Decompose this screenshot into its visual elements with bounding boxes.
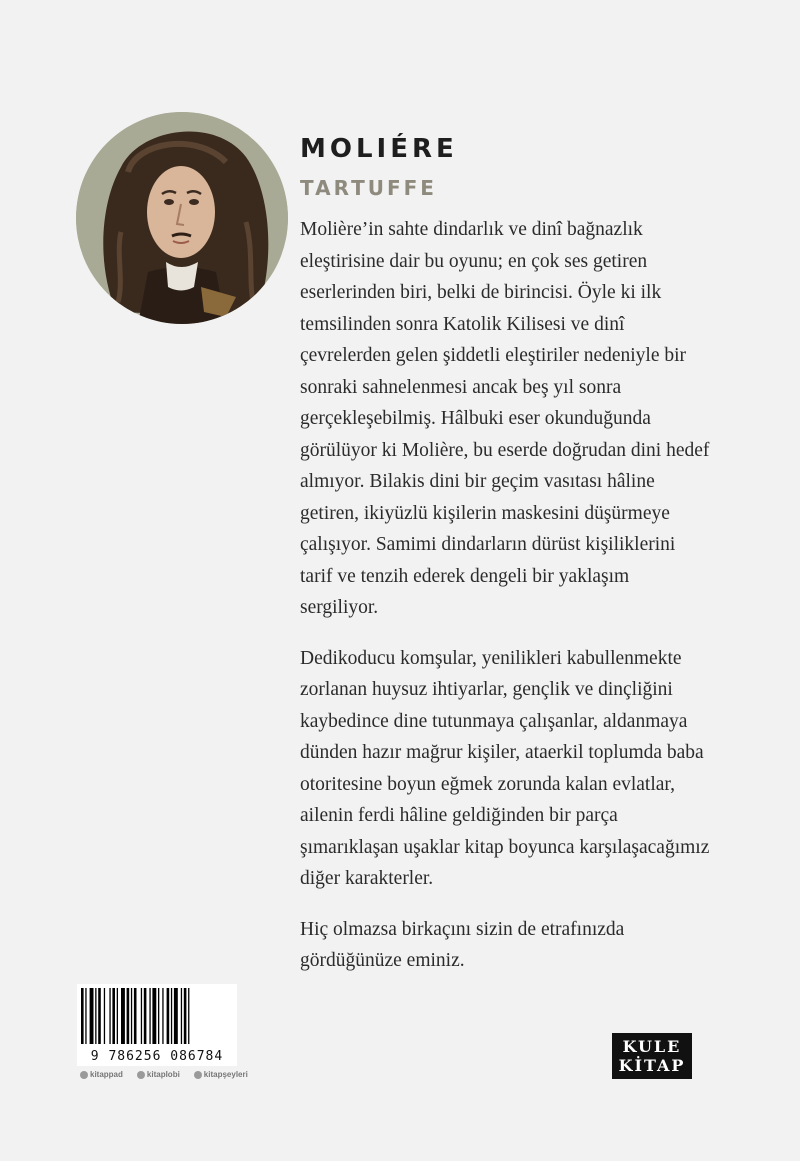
book-title: TARTUFFE: [300, 176, 437, 200]
blurb-paragraph: Hiç olmazsa birkaçını sizin de etrafınızda gördüğünüze eminiz.: [300, 918, 625, 971]
retailer-logos: [80, 1070, 248, 1079]
publisher-logo: [612, 1033, 692, 1079]
isbn-number: 9 786256 086784: [90, 1049, 224, 1064]
isbn-barcode: [77, 984, 237, 1066]
back-cover-blurb: [300, 214, 710, 996]
blurb-paragraph: Dedikoducu komşular, yenilikleri kabullenmekte zorlanan huysuz ihtiyarlar, gençlik ve dinçliğini kaybedince dine tutunmaya çalışanlar, aldanmaya dünden hazır mağrur kişiler, ataerkil toplumda baba otoritesine boyun eğmek zorunda kalan evlatlar, ailenin ferdi hâline geldiğinden bir parça şımarıklaşan uşaklar kitap boyunca karşılaşacağımız diğer karakterler.: [300, 647, 710, 889]
retailer-logo: [137, 1070, 180, 1079]
retailer-name: kitappad: [90, 1070, 123, 1079]
retailer-name: kitapşeyleri: [203, 1070, 248, 1079]
retailer-icon: [80, 1071, 88, 1079]
retailer-name: kitaplobi: [146, 1070, 180, 1079]
author-portrait: [76, 112, 288, 324]
publisher-logo-line: KİTAP: [618, 1056, 686, 1075]
publisher-logo-line: KULE: [622, 1037, 682, 1056]
retailer-logo: [80, 1070, 123, 1079]
blurb-paragraph: Molière’in sahte dindarlık ve dinî bağnazlık eleştirisine dair bu oyunu; en çok ses getiren eserlerinden biri, belki de birincisi. Öyle ki ilk temsilinden sonra Katolik Kilisesi ve dinî çevrelerden gelen şiddetli eleştiriler nedeniyle bir sonraki sahnelenmesi ancak beş yıl sonra gerçekleşebilmiş. Hâlbuki eser okunduğunda görülüyor ki Molière, bu eserde doğrudan dini hedef almıyor. Bilakis dini bir geçim vasıtası hâline getiren, ikiyüzlü kişilerin maskesini düşürmeye çalışıyor. Samimi dindarların dürüst kişiliklerini tarif ve tenzih ederek dengeli bir yaklaşım sergiliyor.: [300, 219, 710, 618]
retailer-icon: [194, 1071, 202, 1079]
retailer-icon: [137, 1071, 145, 1079]
author-name: MOLIÉRE: [300, 134, 458, 164]
portrait-illustration: [76, 112, 288, 324]
barcode-bars: [77, 984, 237, 1048]
retailer-logo: [194, 1070, 248, 1079]
